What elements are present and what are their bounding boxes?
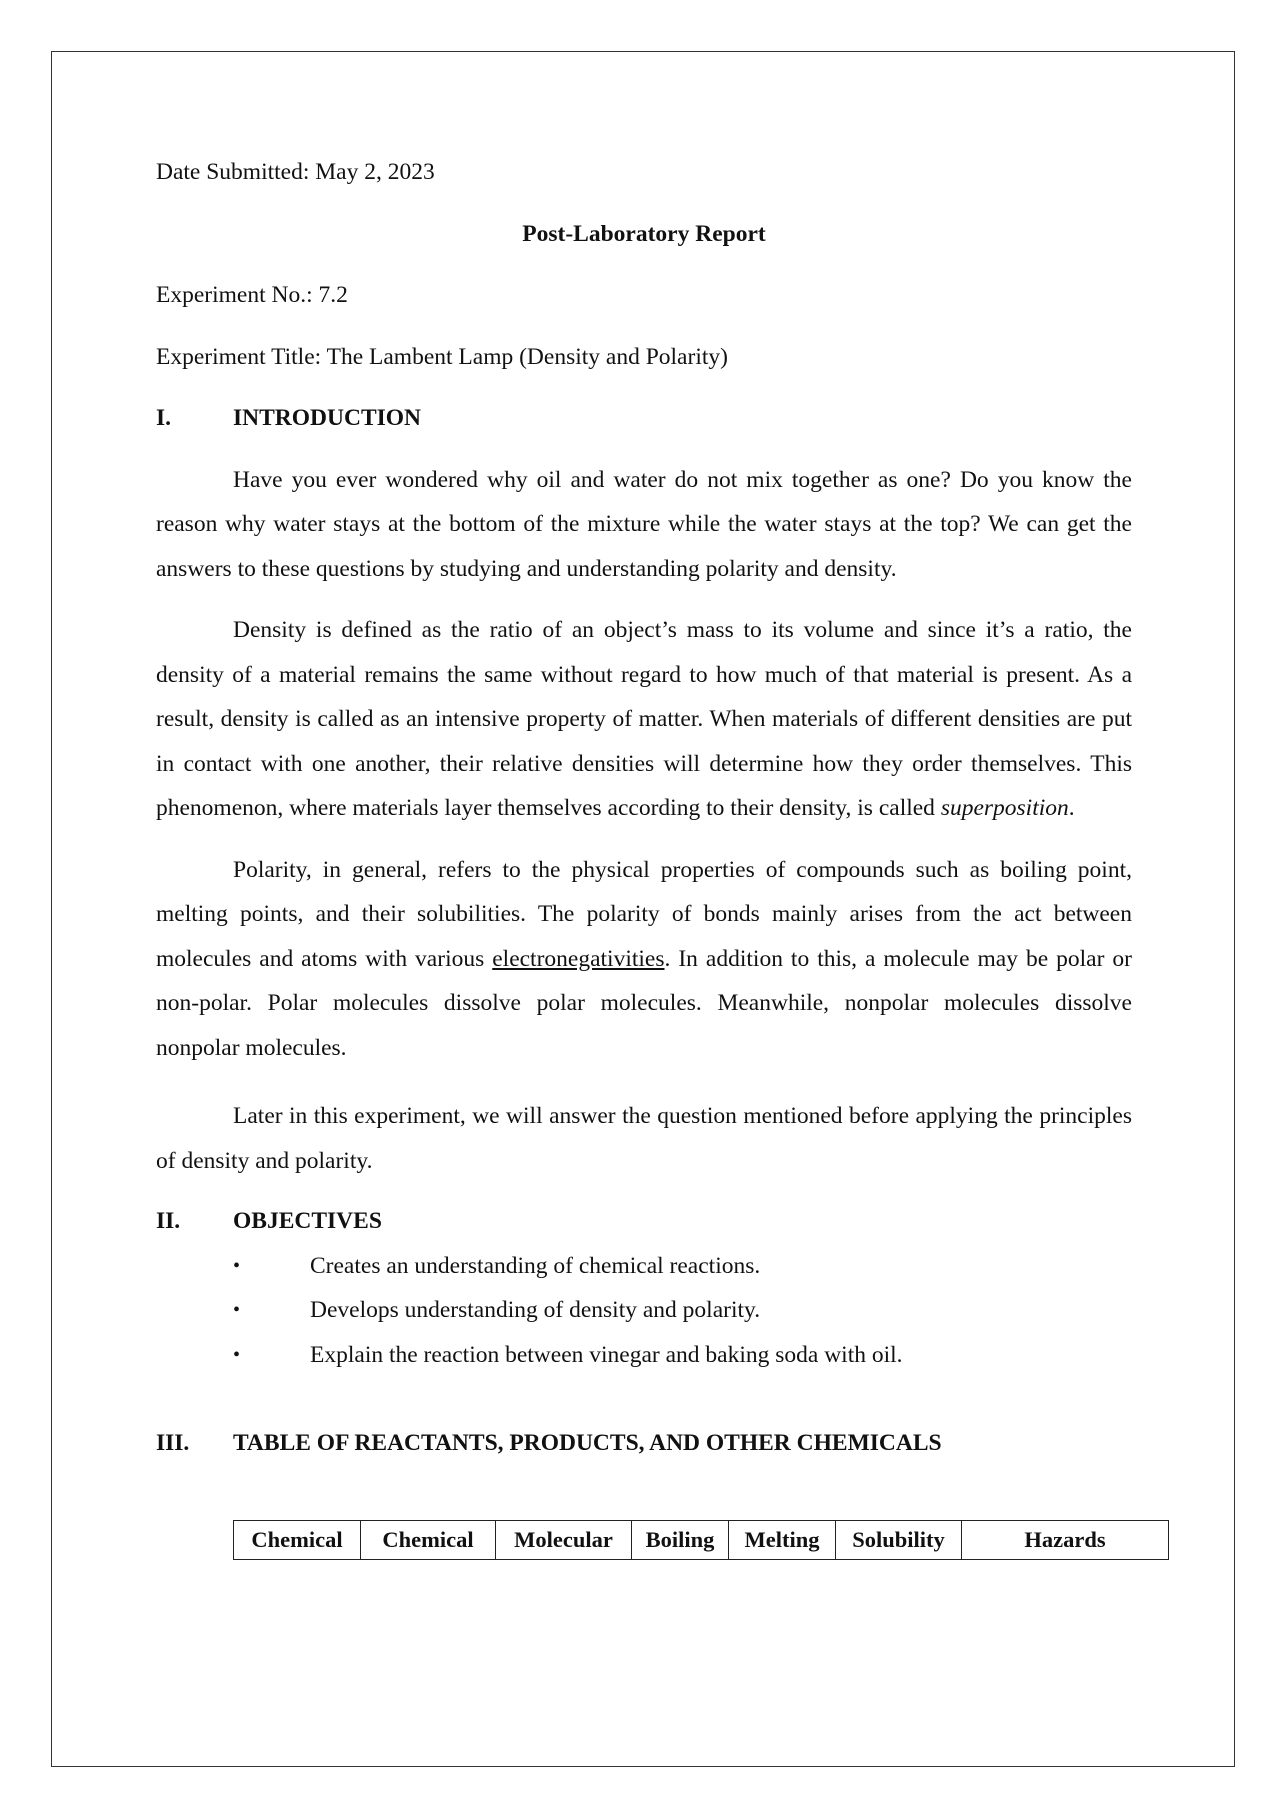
column-header: Chemical bbox=[234, 1520, 361, 1559]
experiment-number: Experiment No.: 7.2 bbox=[156, 282, 348, 308]
column-header: Hazards bbox=[962, 1520, 1169, 1559]
document-body bbox=[156, 150, 1132, 1560]
list-item bbox=[156, 1333, 1132, 1378]
list-item-text: Explain the reaction between vinegar and baking soda with oil. bbox=[310, 1341, 903, 1368]
section-title: OBJECTIVES bbox=[233, 1208, 382, 1234]
intro-paragraph-3 bbox=[156, 848, 1132, 1071]
list-item-text: Creates an understanding of chemical reactions. bbox=[310, 1252, 761, 1279]
paragraph-end: . In addition to this, a molecule may be polar or non-polar. Polar molecules dissolve polar molecules. Meanwhile, nonpolar molecules dissolve nonpolar molecules. bbox=[156, 945, 1132, 1061]
table-header-row bbox=[234, 1520, 1169, 1559]
list-item bbox=[156, 1244, 1132, 1289]
section-number: I. bbox=[156, 405, 172, 431]
section-number: III. bbox=[156, 1430, 190, 1456]
section-heading-table bbox=[156, 1421, 1132, 1466]
bullet-icon: • bbox=[233, 1299, 241, 1321]
bullet-icon: • bbox=[233, 1254, 241, 1277]
intro-paragraph-2 bbox=[156, 608, 1132, 831]
section-title: TABLE OF REACTANTS, PRODUCTS, AND OTHER CHEMICALS bbox=[233, 1430, 942, 1456]
section-heading-objectives bbox=[156, 1199, 1132, 1244]
section-title: INTRODUCTION bbox=[233, 405, 422, 431]
list-item-text: Develops understanding of density and polarity. bbox=[310, 1297, 761, 1323]
column-header: Chemical bbox=[361, 1520, 496, 1559]
report-title: Post-Laboratory Report bbox=[522, 220, 766, 247]
chemicals-table bbox=[233, 1520, 1169, 1560]
paragraph-text: Polarity, in general, refers to the physical properties of compounds such as boiling point, melting points, and their solubilities. The polarity of bonds mainly arises from the act between molecules and atoms with various bbox=[156, 856, 1132, 972]
paragraph-end: . bbox=[1068, 795, 1075, 821]
column-header: Melting bbox=[729, 1520, 836, 1559]
experiment-title: Experiment Title: The Lambent Lamp (Density and Polarity) bbox=[156, 343, 728, 370]
section-number: II. bbox=[156, 1208, 181, 1234]
column-header: Molecular bbox=[496, 1520, 632, 1559]
chemicals-table-wrapper bbox=[233, 1520, 1132, 1560]
italic-term: superposition bbox=[940, 795, 1069, 821]
paragraph-text: Density is defined as the ratio of an object’s mass to its volume and since it’s a ratio, the density of a material remains the same without regard to how much of that material is present. As a result, density is called as an intensive property of matter. When materials of different densities are put in contact with one another, their relative densities will determine how they order themselves. This phenomenon, where materials layer themselves according to their density, is called bbox=[156, 617, 1132, 821]
column-header: Solubility bbox=[836, 1520, 962, 1559]
date-submitted: Date Submitted: May 2, 2023 bbox=[156, 159, 435, 185]
list-item bbox=[156, 1288, 1132, 1333]
intro-paragraph-1: Have you ever wondered why oil and water do not mix together as one? Do you know the reason why water stays at the bottom of the mixture while the water stays at the top? We can get the answers to these questions by studying and understanding polarity and density. bbox=[156, 466, 1132, 582]
column-header: Boiling bbox=[632, 1520, 729, 1559]
intro-paragraph-4: Later in this experiment, we will answer the question mentioned before applying the principles of density and polarity. bbox=[156, 1103, 1132, 1174]
bullet-icon: • bbox=[233, 1343, 241, 1366]
underlined-term: electronegativities bbox=[492, 945, 665, 972]
section-heading-introduction bbox=[156, 396, 1132, 441]
objectives-list bbox=[156, 1244, 1132, 1378]
